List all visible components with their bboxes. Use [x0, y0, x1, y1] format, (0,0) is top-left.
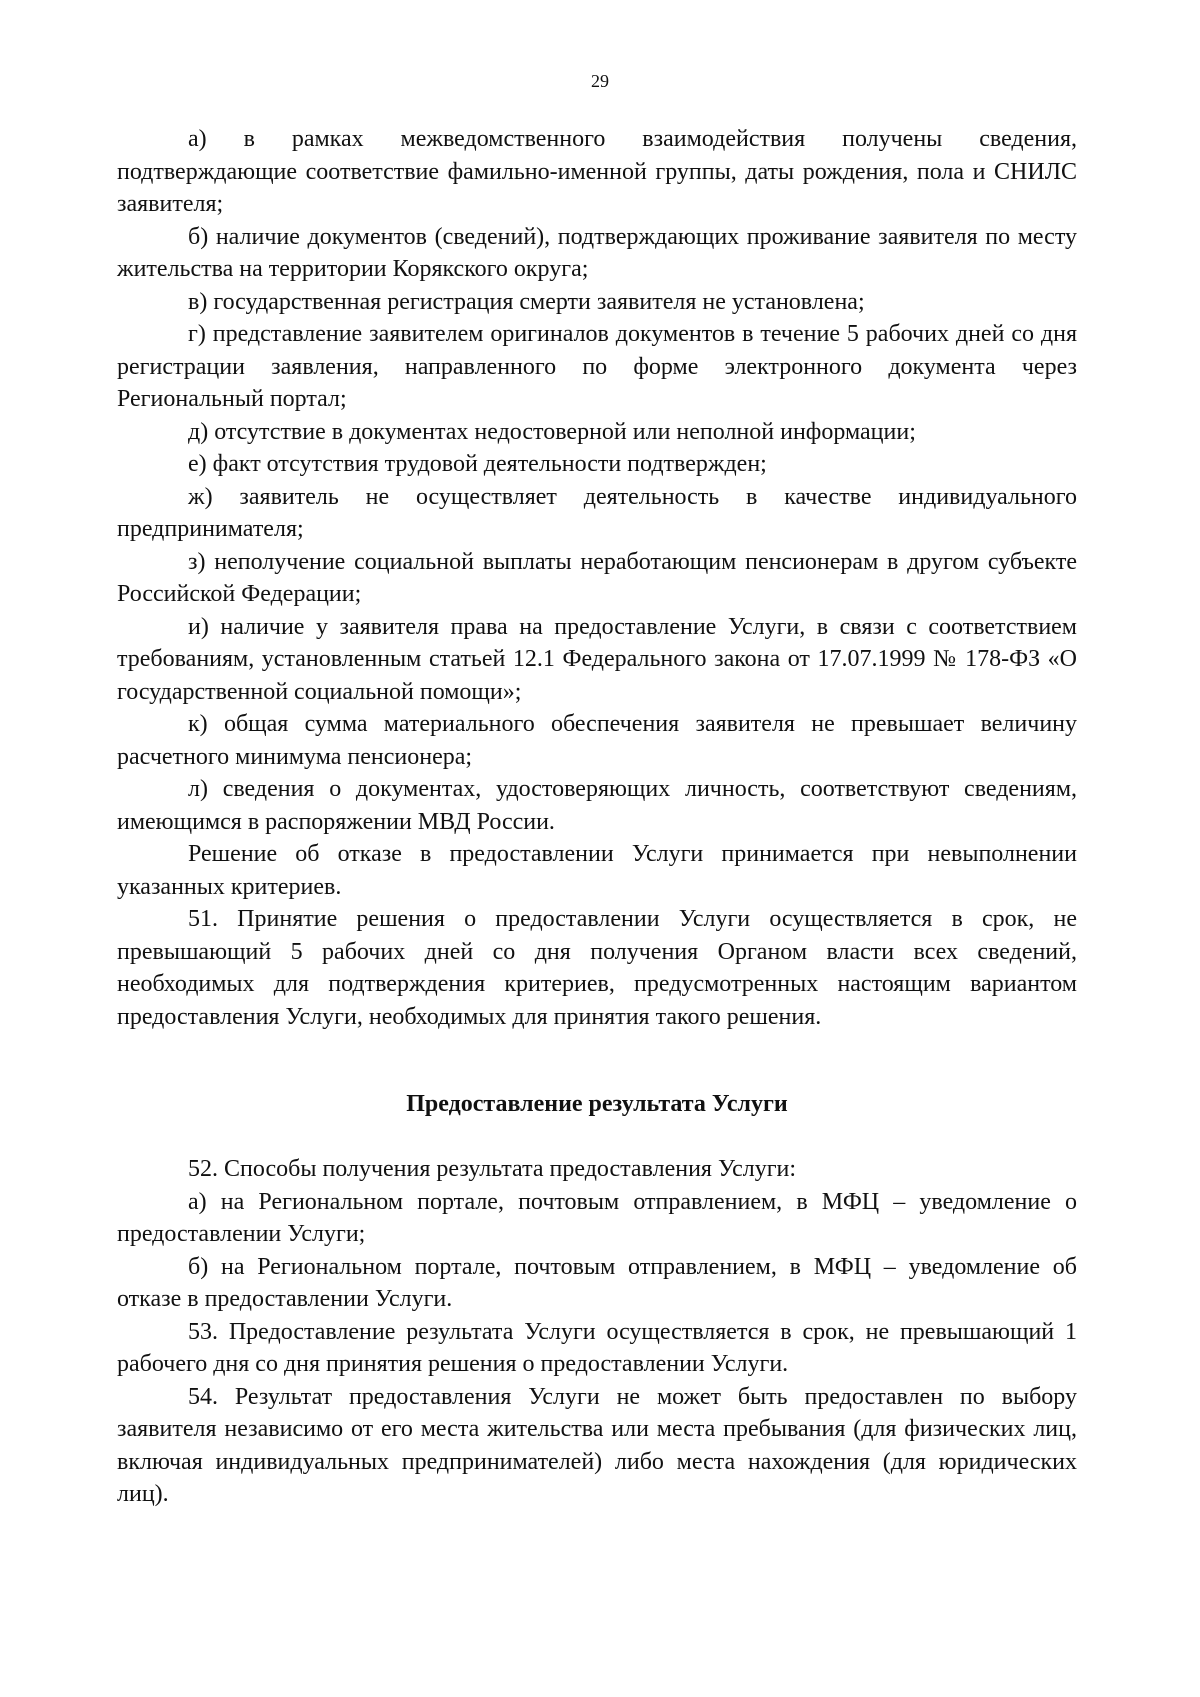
clause-53: 53. Предоставление результата Услуги осуществляется в срок, не превышающий 1 рабочего дня со дня принятия решения о предоставлении Услуги.	[117, 1318, 1077, 1377]
criterion-g: г) представление заявителем оригиналов документов в течение 5 рабочих дней со дня регистрации заявления, направленного по форме электронного документа через Региональный портал;	[117, 321, 1077, 412]
criterion-zh: ж) заявитель не осуществляет деятельность в качестве индивидуального предпринимателя;	[117, 483, 1077, 542]
section-heading: Предоставление результата Услуги	[406, 1091, 788, 1117]
criterion-b: б) наличие документов (сведений), подтверждающих проживание заявителя по месту жительства на территории Корякского округа;	[117, 223, 1077, 282]
criterion-v: в) государственная регистрация смерти заявителя не установлена;	[188, 288, 865, 315]
clause-52: 52. Способы получения результата предоставления Услуги:	[188, 1156, 797, 1182]
criterion-z: з) неполучение социальной выплаты неработающим пенсионерам в другом субъекте Российской Федерации;	[117, 548, 1077, 607]
refusal-decision-paragraph: Решение об отказе в предоставлении Услуги принимается при невыполнении указанных критериев.	[117, 841, 1077, 900]
clause-52-b: б) на Региональном портале, почтовым отправлением, в МФЦ – уведомление об отказе в предоставлении Услуги.	[117, 1253, 1077, 1312]
criterion-e: е) факт отсутствия трудовой деятельности подтвержден;	[188, 451, 767, 477]
document-body	[117, 123, 1077, 1511]
criterion-i: и) наличие у заявителя права на предоставление Услуги, в связи с соответствием требованиям, установленным статьей 12.1 Федерального закона от 17.07.1999 № 178-ФЗ «О государственной социальной помощи»;	[117, 613, 1077, 705]
clause-52-a: а) на Региональном портале, почтовым отправлением, в МФЦ – уведомление о предоставлении Услуги;	[117, 1188, 1077, 1247]
page-number: 29	[591, 71, 609, 91]
criterion-d: д) отсутствие в документах недостоверной или неполной информации;	[188, 418, 916, 445]
criterion-a: а) в рамках межведомственного взаимодействия получены сведения, подтверждающие соответствие фамильно-именной группы, даты рождения, пола и СНИЛС заявителя;	[117, 126, 1077, 217]
criterion-l: л) сведения о документах, удостоверяющих личность, соответствуют сведениям, имеющимся в распоряжении МВД России.	[117, 776, 1077, 835]
clause-54: 54. Результат предоставления Услуги не может быть предоставлен по выбору заявителя независимо от его места жительства или места пребывания (для физических лиц, включая индивидуальных предпринимателей) либо места нахождения (для юридических лиц).	[117, 1383, 1077, 1507]
clause-51: 51. Принятие решения о предоставлении Услуги осуществляется в срок, не превышающий 5 рабочих дней со дня получения Органом власти всех сведений, необходимых для подтверждения критериев, предусмотренных настоящим вариантом предоставления Услуги, необходимых для принятия такого решения.	[117, 906, 1077, 1030]
criterion-k: к) общая сумма материального обеспечения заявителя не превышает величину расчетного минимума пенсионера;	[117, 711, 1077, 770]
